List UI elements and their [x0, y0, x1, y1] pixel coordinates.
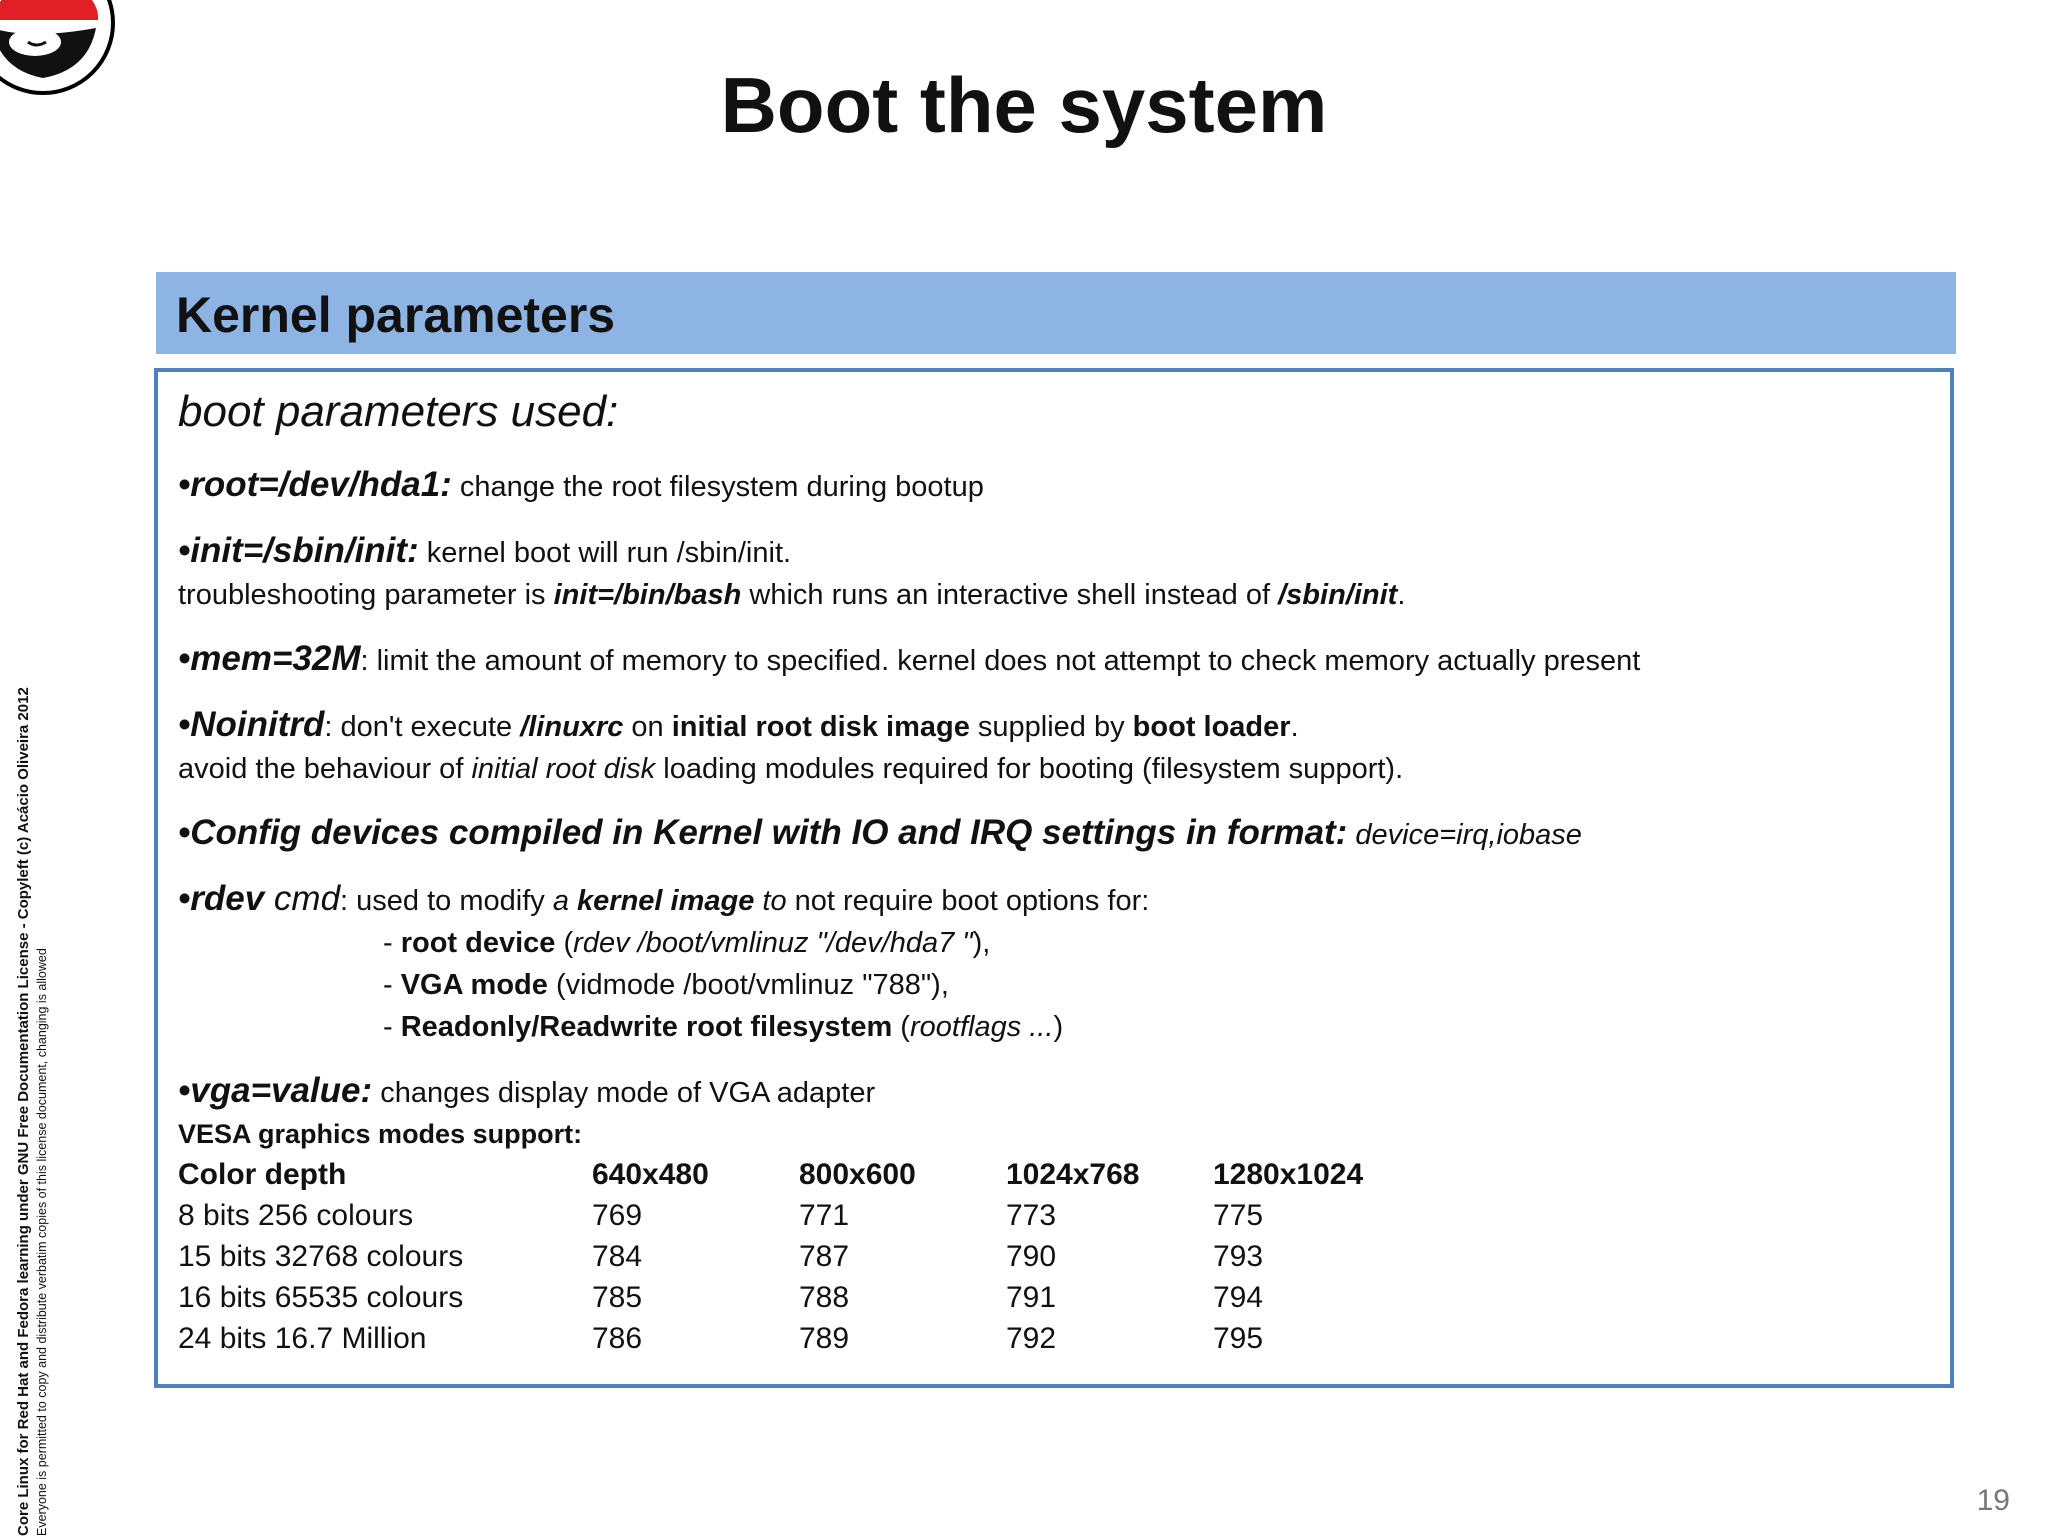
table-cell: 794: [1213, 1280, 1264, 1314]
param-desc: .: [1290, 711, 1299, 743]
param-desc: to: [754, 885, 787, 917]
param-desc: (: [555, 927, 574, 959]
param-value: kernel image: [568, 885, 755, 917]
table-cell: 15 bits 32768 colours: [178, 1239, 464, 1273]
table-cell: 786: [592, 1321, 643, 1355]
param-desc: a: [552, 885, 569, 917]
param-value: initial root disk image: [671, 711, 970, 743]
param-desc: rdev /boot/vmlinuz "/dev/hda7 ": [573, 927, 973, 959]
table-cell: 8 bits 256 colours: [178, 1198, 414, 1232]
param-desc: (: [892, 1011, 910, 1043]
param-desc: change the root filesystem during bootup: [451, 471, 984, 503]
param-desc: device=irq,iobase: [1347, 819, 1582, 851]
table-cell: 788: [799, 1280, 850, 1314]
column-header: 640x480: [592, 1157, 709, 1191]
param-name: •rdev: [178, 879, 265, 918]
license-line-1: Core Linux for Red Hat and Fedora learning under GNU Free Documentation License - Copyleft (c) Acácio Oliveira 2012: [15, 687, 32, 1536]
param-root: [178, 464, 1930, 508]
param-vga: [178, 1070, 1930, 1114]
table-header-row: [178, 1154, 1420, 1195]
param-desc: supplied by: [969, 711, 1133, 743]
table-cell: 789: [799, 1321, 850, 1355]
param-mem: [178, 638, 1930, 682]
param-value: root device: [400, 927, 556, 959]
param-name: •mem=32M: [178, 639, 361, 678]
param-desc: changes display mode of VGA adapter: [372, 1077, 876, 1109]
param-desc: rootflags ...: [909, 1011, 1054, 1043]
table-cell: 771: [799, 1198, 850, 1232]
param-name: •Noinitrd: [178, 705, 325, 744]
param-rdev: [178, 878, 1930, 1048]
table-cell: 791: [1006, 1280, 1057, 1314]
table-cell: 773: [1006, 1198, 1057, 1232]
table-cell: 769: [592, 1198, 643, 1232]
table-cell: 775: [1213, 1198, 1264, 1232]
table-row: [178, 1318, 1420, 1359]
param-value: init=/bin/bash: [553, 579, 742, 611]
column-header: Color depth: [178, 1157, 347, 1191]
bullet: -: [383, 927, 401, 959]
param-config: [178, 812, 1930, 856]
param-desc: : limit the amount of memory to specified. kernel does not attempt to check memory actually present: [360, 645, 1641, 677]
param-desc: kernel boot will run /sbin/init.: [418, 537, 792, 569]
param-desc: (vidmode /boot/vmlinuz "788"),: [547, 969, 949, 1001]
param-value: VGA mode: [400, 969, 548, 1001]
param-desc: avoid the behaviour of: [178, 753, 472, 785]
param-desc: on: [623, 711, 672, 743]
param-value: Readonly/Readwrite root filesystem: [400, 1011, 893, 1043]
param-value: /linuxrc: [520, 711, 624, 743]
param-name: •Config devices compiled in Kernel with IO and IRQ settings in format:: [178, 813, 1348, 852]
rdev-sub-3: [178, 1006, 1930, 1048]
table-cell: 795: [1213, 1321, 1264, 1355]
column-header: 1280x1024: [1213, 1157, 1364, 1191]
param-noinitrd: [178, 704, 1930, 790]
param-desc: : used to modify: [340, 885, 553, 917]
param-desc: ),: [972, 927, 991, 959]
column-header: 1024x768: [1006, 1157, 1140, 1191]
param-desc: troubleshooting parameter is: [178, 579, 554, 611]
table-cell: 784: [592, 1239, 643, 1273]
license-footer: [14, 536, 74, 1536]
rdev-sub-2: [178, 964, 1930, 1006]
param-value: boot loader: [1132, 711, 1291, 743]
param-desc: loading modules required for booting (filesystem support).: [655, 753, 1404, 785]
vesa-heading: VESA graphics modes support:: [178, 1119, 583, 1149]
table-cell: 790: [1006, 1239, 1057, 1273]
param-name: •init=/sbin/init:: [178, 531, 419, 570]
table-row: [178, 1277, 1420, 1318]
table-row: [178, 1236, 1420, 1277]
table-cell: 24 bits 16.7 Million: [178, 1321, 427, 1355]
rdev-sub-1: [178, 922, 1930, 964]
content-box: [154, 368, 1954, 1388]
param-init: [178, 530, 1930, 616]
slide-title: Boot the system: [720, 61, 1328, 149]
page-number: 19: [1976, 1484, 2010, 1517]
intro-text: boot parameters used:: [178, 387, 619, 436]
table-cell: 792: [1006, 1321, 1057, 1355]
bullet: -: [383, 1011, 401, 1043]
vesa-modes-table: [178, 1154, 1420, 1359]
bullet: -: [383, 969, 401, 1001]
param-value: /sbin/init: [1278, 579, 1398, 611]
table-cell: 793: [1213, 1239, 1264, 1273]
table-cell: 787: [799, 1239, 850, 1273]
param-value: initial root disk: [471, 753, 656, 785]
license-line-2: Everyone is permitted to copy and distribute verbatim copies of this license document, changing is allowed: [35, 948, 49, 1536]
param-name: •root=/dev/hda1:: [178, 465, 452, 504]
column-header: 800x600: [799, 1157, 916, 1191]
table-cell: 785: [592, 1280, 643, 1314]
param-desc: not require boot options for:: [786, 885, 1150, 917]
param-desc: which runs an interactive shell instead of: [741, 579, 1279, 611]
param-desc: : don't execute: [324, 711, 521, 743]
param-desc: ): [1053, 1011, 1064, 1043]
param-name: •vga=value:: [178, 1071, 373, 1110]
param-name: cmd: [264, 879, 341, 918]
content: [178, 386, 1930, 1359]
section-header: [156, 272, 1956, 354]
table-cell: 16 bits 65535 colours: [178, 1280, 464, 1314]
param-desc: .: [1397, 579, 1406, 611]
table-row: [178, 1195, 1420, 1236]
section-title: Kernel parameters: [176, 287, 616, 343]
